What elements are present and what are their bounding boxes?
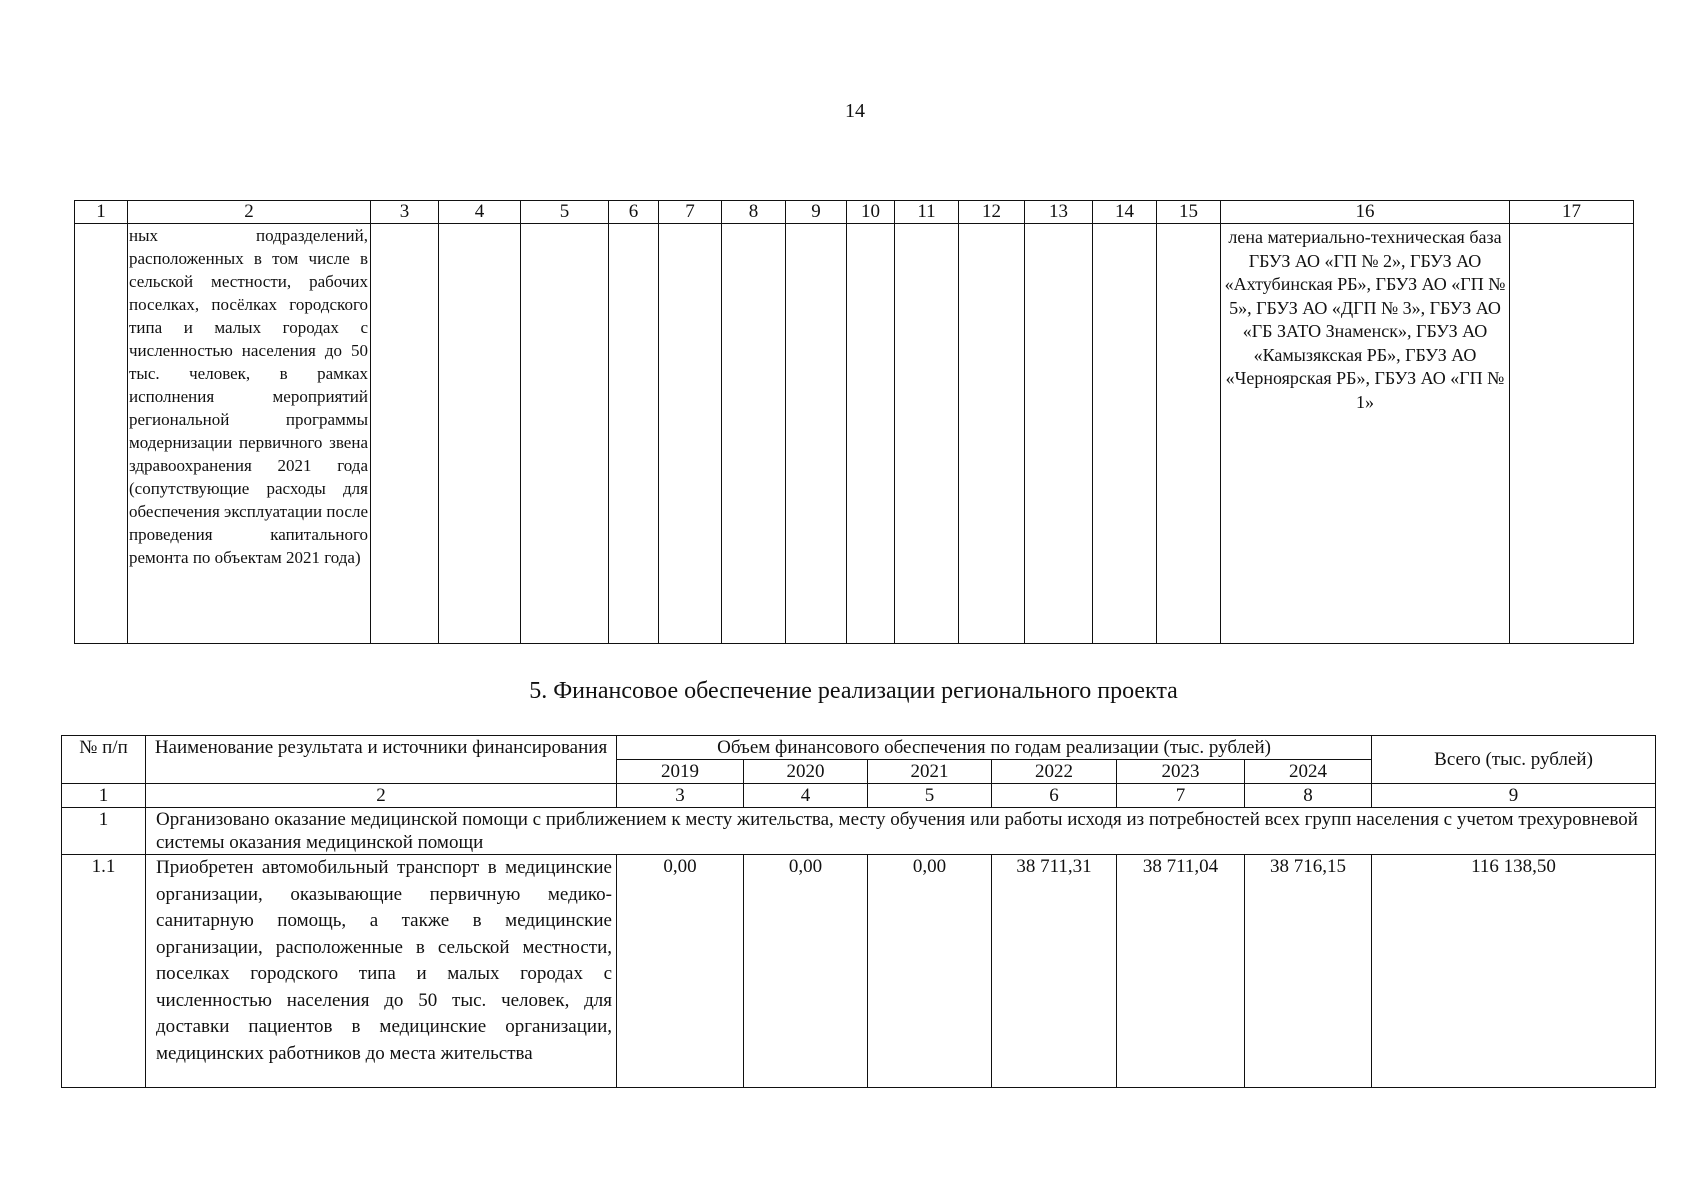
- col-number: 3: [371, 201, 439, 224]
- year-header: 2021: [868, 760, 992, 784]
- financing-header-row: [62, 736, 1656, 760]
- value-2024: 38 716,15: [1245, 855, 1372, 1088]
- empty-cell: [959, 224, 1025, 644]
- year-header: 2023: [1117, 760, 1245, 784]
- header-volume: Объем финансового обеспечения по годам реализации (тыс. рублей): [617, 736, 1372, 760]
- value-total: 116 138,50: [1372, 855, 1656, 1088]
- table1-header-row: [75, 201, 1634, 224]
- result-name: Приобретен автомобильный транспорт в медицинские организации, оказывающие первичную медико-санитарную помощь, а также в медицинские организации, расположенные в сельской местности, поселках городского типа и малых городах с численностью населения до 50 тыс. человек, для доставки пациентов в медицинские организации, медицинских работников до места жительства: [146, 855, 617, 1088]
- year-header: 2020: [744, 760, 868, 784]
- value-2022: 38 711,31: [992, 855, 1117, 1088]
- year-header: 2024: [1245, 760, 1372, 784]
- empty-cell: [609, 224, 659, 644]
- col-number: 5: [868, 784, 992, 808]
- col-number: 9: [786, 201, 847, 224]
- goal-row: [62, 808, 1656, 855]
- result-description: ных подразделений, расположенных в том числе в сельской местности, рабочих поселках, посёлках городского типа и малых городах с численностью населения до 50 тыс. человек, в рамках исполнения мероприятий региональной программы модернизации первичного звена здравоохранения 2021 года (сопутствующие расходы для обеспечения эксплуатации после проведения капитального ремонта по объектам 2021 года): [128, 224, 371, 644]
- col-number: 6: [992, 784, 1117, 808]
- year-header: 2019: [617, 760, 744, 784]
- col-number: 4: [744, 784, 868, 808]
- header-total: Всего (тыс. рублей): [1372, 736, 1656, 784]
- col-number: 14: [1093, 201, 1157, 224]
- col-number: 10: [847, 201, 895, 224]
- year-header: 2022: [992, 760, 1117, 784]
- col-number: 9: [1372, 784, 1656, 808]
- col-number: 12: [959, 201, 1025, 224]
- financing-colnum-row: [62, 784, 1656, 808]
- empty-cell: [371, 224, 439, 644]
- col-number: 17: [1510, 201, 1634, 224]
- value-2019: 0,00: [617, 855, 744, 1088]
- empty-cell: [1157, 224, 1221, 644]
- header-number: № п/п: [62, 736, 146, 784]
- col-number: 15: [1157, 201, 1221, 224]
- value-2020: 0,00: [744, 855, 868, 1088]
- table1-row: [75, 224, 1634, 644]
- empty-cell: [1510, 224, 1634, 644]
- header-name: Наименование результата и источники финансирования: [146, 736, 617, 784]
- col-number: 6: [609, 201, 659, 224]
- empty-cell: [786, 224, 847, 644]
- page-number: 14: [845, 100, 865, 122]
- col-number: 2: [128, 201, 371, 224]
- col-number: 7: [1117, 784, 1245, 808]
- empty-cell: [521, 224, 609, 644]
- value-2021: 0,00: [868, 855, 992, 1088]
- col-number: 3: [617, 784, 744, 808]
- financing-table: [61, 735, 1656, 1088]
- result-row: [62, 855, 1656, 1088]
- value-2023: 38 711,04: [1117, 855, 1245, 1088]
- goal-text: Организовано оказание медицинской помощи с приближением к месту жительства, месту обучения или работы исходя из потребностей всех групп населения с учетом трехуровневой системы оказания медицинской помощи: [146, 808, 1656, 855]
- empty-cell: [847, 224, 895, 644]
- row-number: 1: [62, 808, 146, 855]
- empty-cell: [722, 224, 786, 644]
- col-number: 5: [521, 201, 609, 224]
- col-number: 13: [1025, 201, 1093, 224]
- empty-cell: [1093, 224, 1157, 644]
- empty-cell: [659, 224, 722, 644]
- result-characteristic: лена материально-техническая база ГБУЗ АО «ГП № 2», ГБУЗ АО «Ахтубинская РБ», ГБУЗ АО «ГП № 5», ГБУЗ АО «ДГП № 3», ГБУЗ АО «ГБ ЗАТО Знаменск», ГБУЗ АО «Камызякская РБ», ГБУЗ АО «Черноярская РБ», ГБУЗ АО «ГП № 1»: [1221, 224, 1510, 644]
- col-number: 1: [75, 201, 128, 224]
- col-number: 4: [439, 201, 521, 224]
- results-table-continuation: [74, 200, 1634, 644]
- empty-cell: [895, 224, 959, 644]
- empty-cell: [75, 224, 128, 644]
- col-number: 16: [1221, 201, 1510, 224]
- col-number: 7: [659, 201, 722, 224]
- col-number: 8: [722, 201, 786, 224]
- col-number: 8: [1245, 784, 1372, 808]
- col-number: 1: [62, 784, 146, 808]
- empty-cell: [1025, 224, 1093, 644]
- section-title: 5. Финансовое обеспечение реализации регионального проекта: [529, 678, 1178, 704]
- col-number: 2: [146, 784, 617, 808]
- col-number: 11: [895, 201, 959, 224]
- empty-cell: [439, 224, 521, 644]
- row-number: 1.1: [62, 855, 146, 1088]
